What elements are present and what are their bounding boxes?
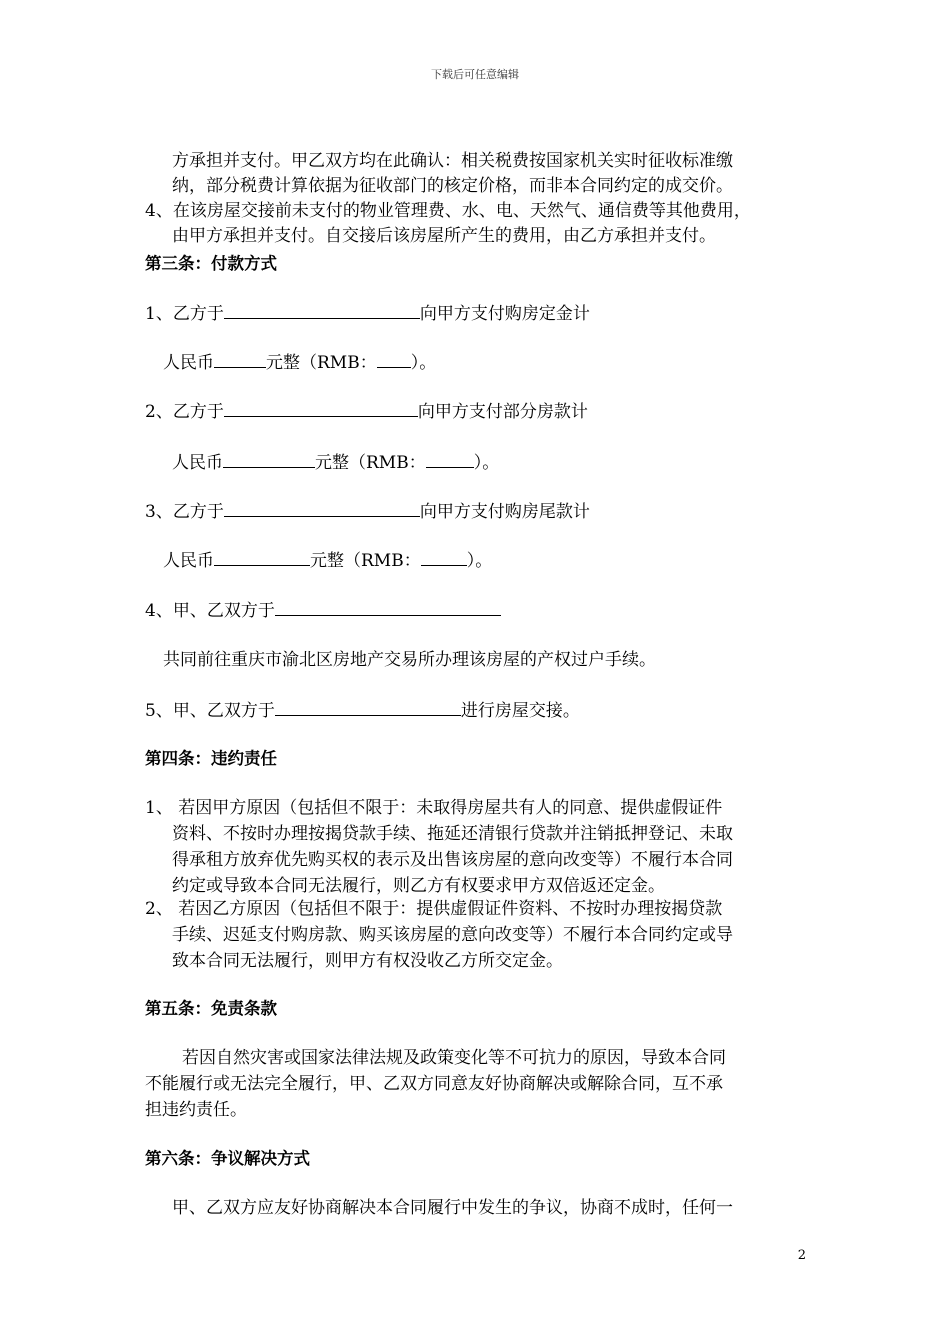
payment-item-1: 1、乙方于 向甲方支付购房定金计 <box>145 304 590 324</box>
blank-line <box>224 400 418 417</box>
body-line: 由甲方承担并支付。自交接后该房屋所产生的费用，由乙方承担并支付。 <box>172 226 716 246</box>
article-6-heading: 第六条：争议解决方式 <box>145 1149 310 1168</box>
payment-item-3: 3、乙方于 向甲方支付购房尾款计 <box>145 502 590 522</box>
blank-line <box>275 599 501 616</box>
article-5-heading: 第五条：免责条款 <box>145 999 277 1018</box>
body-line: 担违约责任。 <box>145 1100 247 1120</box>
payment-amount-3: 人民币 元整（RMB： ）。 <box>163 551 493 571</box>
blank-line <box>421 549 467 566</box>
blank-line <box>275 699 461 716</box>
body-line: 得承租方放弃优先购买权的表示及出售该房屋的意向改变等）不履行本合同 <box>172 850 733 870</box>
body-line: 纳，部分税费计算依据为征收部门的核定价格，而非本合同约定的成交价。 <box>172 176 733 196</box>
body-line: 2、 若因乙方原因（包括但不限于：提供虚假证件资料、不按时办理按揭贷款 <box>145 899 723 919</box>
body-line: 资料、不按时办理按揭贷款手续、拖延还清银行贷款并注销抵押登记、未取 <box>172 824 733 844</box>
article-4-heading: 第四条：违约责任 <box>145 749 277 768</box>
payment-amount-2: 人民币 元整（RMB： ）。 <box>172 453 500 473</box>
body-line: 1、 若因甲方原因（包括但不限于：未取得房屋共有人的同意、提供虚假证件 <box>145 798 723 818</box>
body-line: 致本合同无法履行，则甲方有权没收乙方所交定金。 <box>172 951 563 971</box>
payment-amount-1: 人民币 元整（RMB： ）。 <box>163 353 437 373</box>
payment-item-4: 4、甲、乙双方于 <box>145 599 501 622</box>
body-line: 4、在该房屋交接前未支付的物业管理费、水、电、天然气、通信费等其他费用， <box>145 201 751 221</box>
article-3-heading: 第三条：付款方式 <box>145 254 277 273</box>
blank-line <box>426 451 474 468</box>
payment-item-5: 5、甲、乙双方于 进行房屋交接。 <box>145 701 580 721</box>
body-line: 不能履行或无法完全履行，甲、乙双方同意友好协商解决或解除合同，互不承 <box>145 1074 723 1094</box>
blank-line <box>224 302 420 319</box>
body-line: 手续、迟延支付购房款、购买该房屋的意向改变等）不履行本合同约定或导 <box>172 925 733 945</box>
blank-line <box>214 549 310 566</box>
page-header: 下载后可任意编辑 <box>431 68 519 81</box>
blank-line <box>224 500 420 517</box>
body-line: 甲、乙双方应友好协商解决本合同履行中发生的争议，协商不成时，任何一 <box>172 1198 733 1218</box>
body-line: 约定或导致本合同无法履行，则乙方有权要求甲方双倍返还定金。 <box>172 876 665 896</box>
blank-line <box>377 351 411 368</box>
body-line: 若因自然灾害或国家法律法规及政策变化等不可抗力的原因，导致本合同 <box>182 1048 726 1068</box>
payment-item-2: 2、乙方于 向甲方支付部分房款计 <box>145 402 588 422</box>
blank-line <box>223 451 315 468</box>
body-line: 共同前往重庆市渝北区房地产交易所办理该房屋的产权过户手续。 <box>163 650 656 670</box>
page-number: 2 <box>797 1248 806 1263</box>
body-line: 方承担并支付。甲乙双方均在此确认：相关税费按国家机关实时征收标准缴 <box>172 151 733 171</box>
blank-line <box>214 351 266 368</box>
